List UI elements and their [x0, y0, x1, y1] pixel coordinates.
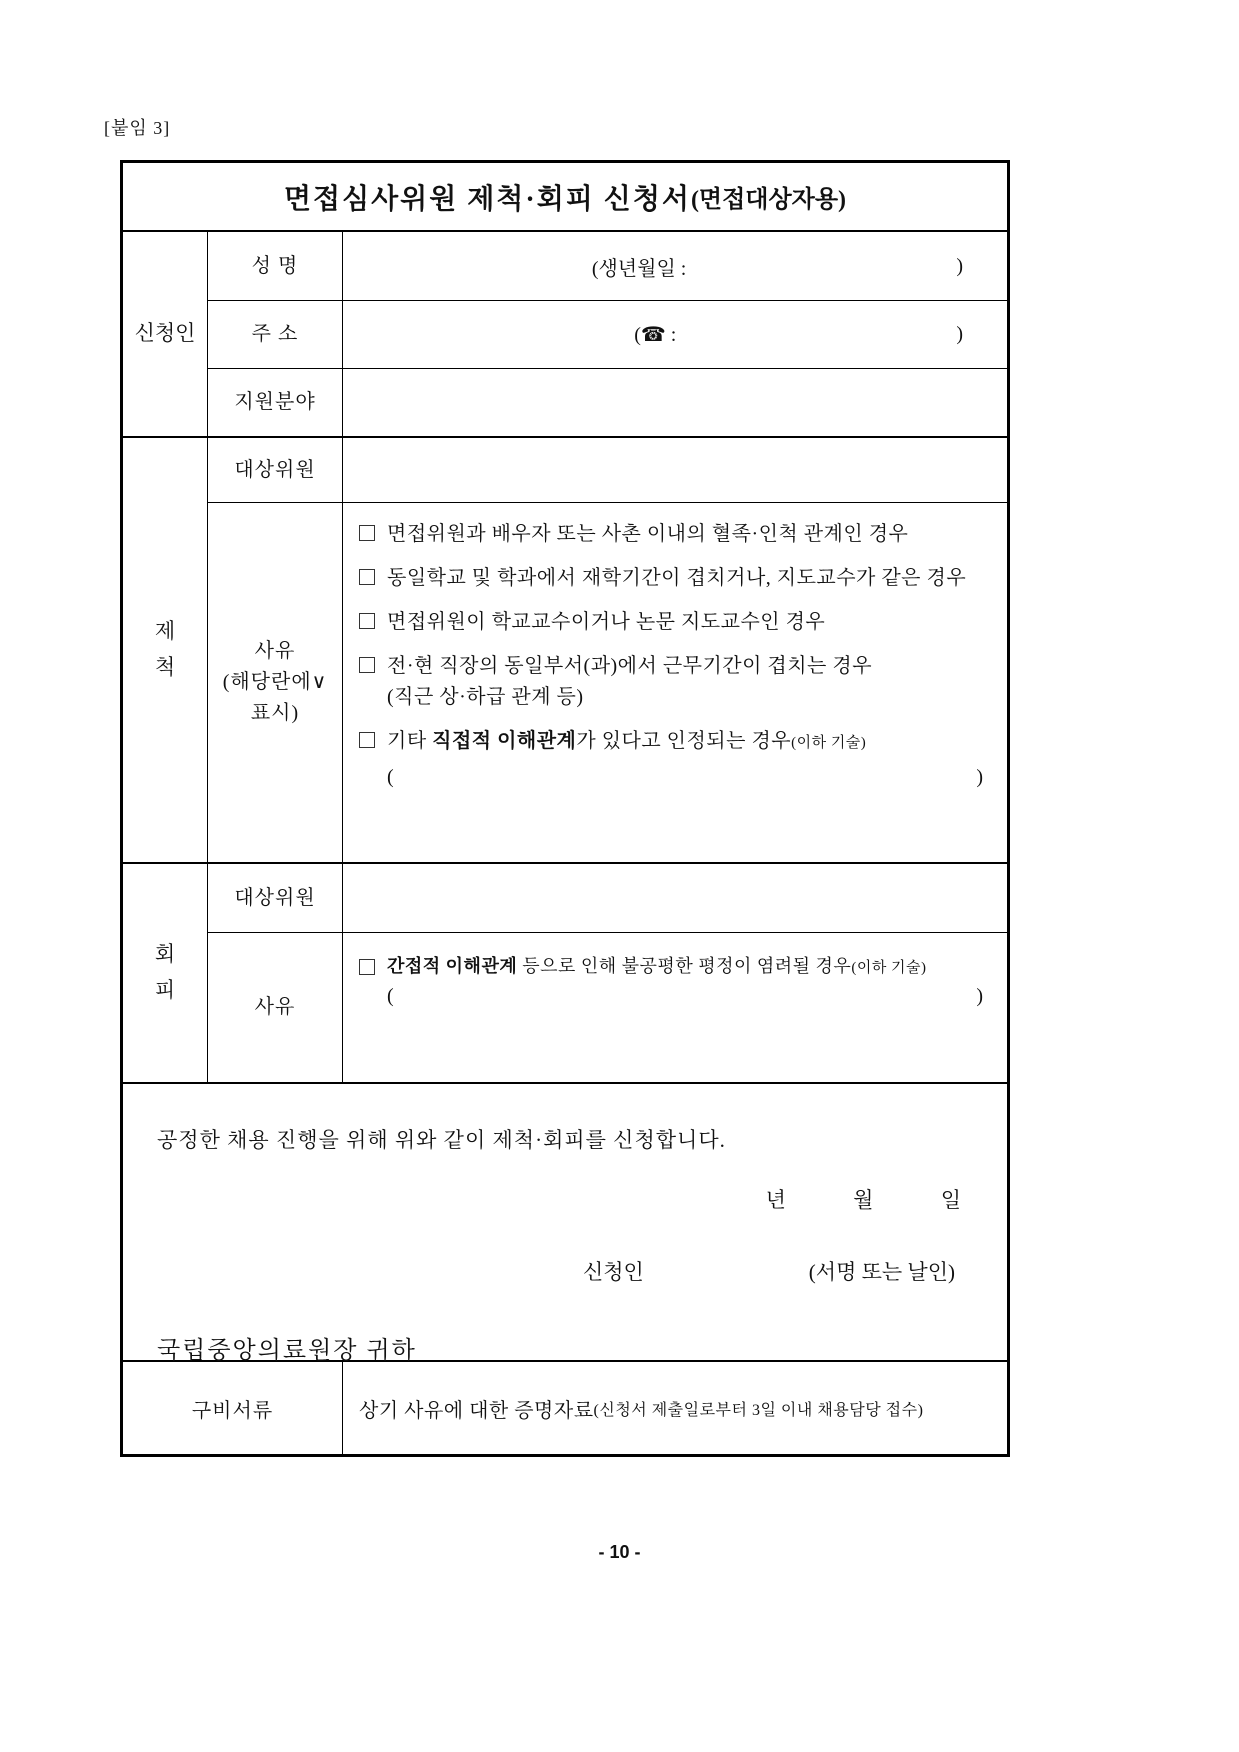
recusal-paren-open: ( — [387, 984, 394, 1007]
required-documents-row — [123, 1360, 1007, 1454]
checkbox-same-school[interactable] — [359, 569, 375, 585]
form-title: 면접심사위원 제척·회피 신청서 — [283, 183, 691, 215]
apply-field-row — [208, 368, 1007, 436]
signer-label: 신청인 — [582, 1260, 644, 1284]
exclusion-reason-line3: 표시) — [250, 702, 300, 724]
address-row — [208, 300, 1007, 368]
exclusion-option-5-bold: 직접적 이해관계 — [432, 730, 577, 752]
phone-hint-close: ) — [956, 323, 963, 345]
applicant-group-label: 신청인 — [123, 232, 208, 436]
exclusion-target-label: 대상위원 — [208, 438, 343, 502]
exclusion-paren-open: ( — [387, 766, 394, 788]
exclusion-option-5-suffix: 가 있다고 인정되는 경우 — [576, 730, 792, 752]
exclusion-option-4 — [359, 651, 995, 713]
recusal-target-label: 대상위원 — [208, 864, 343, 932]
recusal-option-suffix: 등으로 인해 불공평한 평정이 염려될 경우 — [517, 956, 852, 976]
checkbox-same-workplace[interactable] — [359, 657, 375, 673]
exclusion-reason-line1: 사유 — [254, 640, 296, 662]
exclusion-option-4-text — [387, 651, 872, 713]
closing-statement: 공정한 채용 진행을 위해 위와 같이 제척·회피를 신청합니다. — [157, 1128, 726, 1152]
recusal-paren-close: ) — [976, 984, 983, 1007]
date-line — [157, 1184, 979, 1214]
exclusion-option-2-text: 동일학교 및 학과에서 재학기간이 겹치거나, 지도교수가 같은 경우 — [387, 567, 967, 589]
recusal-target-input-area — [343, 864, 1007, 932]
recusal-reason-row — [208, 932, 1007, 1082]
date-day-label: 일 — [940, 1188, 961, 1212]
exclusion-group-label — [123, 438, 208, 862]
recipient-line: 국립중앙의료원장 귀하 — [157, 1338, 417, 1364]
birthdate-hint-close: ) — [956, 254, 963, 277]
exclusion-option-4-line2: (직근 상·하급 관계 등) — [387, 686, 584, 708]
name-input-area — [343, 232, 1007, 300]
exclusion-group-line2: 척 — [154, 655, 176, 679]
exclusion-option-1-text: 면접위원과 배우자 또는 사촌 이내의 혈족·인척 관계인 경우 — [387, 523, 909, 545]
recusal-group-line1: 회 — [154, 942, 176, 967]
exclusion-option-4-line1: 전·현 직장의 동일부서(과)에서 근무기간이 겹치는 경우 — [387, 655, 873, 677]
application-form-table — [120, 160, 1010, 1457]
apply-field-input-area — [343, 369, 1007, 436]
recusal-option-bold: 간접적 이해관계 — [387, 956, 518, 976]
exclusion-option-5-note: (이하 기술) — [791, 735, 867, 751]
exclusion-option-3-text: 면접위원이 학교교수이거나 논문 지도교수인 경우 — [387, 611, 826, 633]
name-row — [208, 232, 1007, 300]
checkbox-professor[interactable] — [359, 613, 375, 629]
required-documents-note: (신청서 제출일로부터 3일 이내 채용담당 접수) — [593, 1401, 924, 1419]
address-label: 주 소 — [208, 301, 343, 368]
birthdate-hint-open: (생년월일 : — [591, 257, 687, 280]
exclusion-option-5 — [359, 726, 995, 757]
exclusion-option-2 — [359, 563, 995, 594]
exclusion-option-5-prefix: 기타 — [387, 730, 433, 752]
recusal-reason-options — [343, 933, 1007, 1082]
recusal-fill-in-line — [359, 985, 995, 1008]
exclusion-group-line1: 제 — [154, 619, 176, 644]
recusal-option-1-text — [387, 953, 927, 981]
date-month-label: 월 — [853, 1188, 874, 1212]
exclusion-option-5-text — [387, 726, 866, 757]
checkbox-relative-relation[interactable] — [359, 525, 375, 541]
exclusion-reason-row — [208, 502, 1007, 862]
exclusion-reason-label — [208, 503, 343, 862]
exclusion-reason-line2: (해당란에∨ — [222, 671, 328, 693]
exclusion-target-input-area — [343, 438, 1007, 502]
required-documents-text: 상기 사유에 대한 증명자료 — [359, 1399, 594, 1422]
closing-section — [123, 1082, 1007, 1364]
recusal-target-row — [208, 864, 1007, 932]
phone-hint-open: (☎ : — [634, 324, 677, 346]
recusal-option-1 — [359, 953, 927, 981]
required-documents-label: 구비서류 — [123, 1362, 343, 1454]
date-year-label: 년 — [765, 1188, 786, 1212]
exclusion-option-3 — [359, 607, 995, 638]
exclusion-fill-in-line — [359, 766, 995, 789]
address-input-area — [343, 301, 1007, 368]
recusal-group-line2: 피 — [154, 978, 176, 1002]
exclusion-option-1 — [359, 519, 995, 550]
exclusion-target-row — [208, 438, 1007, 502]
recusal-group-label — [123, 864, 208, 1082]
exclusion-paren-close: ) — [976, 766, 983, 788]
exclusion-reason-options — [343, 503, 1007, 862]
page-number: - 10 - — [598, 1542, 641, 1562]
recusal-option-note: (이하 기술) — [851, 960, 927, 976]
signature-note: (서명 또는 날인) — [808, 1260, 955, 1284]
checkbox-direct-interest[interactable] — [359, 732, 375, 748]
recusal-reason-label: 사유 — [208, 933, 343, 1082]
form-title-row — [123, 163, 1007, 232]
exclusion-section — [123, 436, 1007, 862]
attachment-label: [붙임 3] — [104, 118, 171, 138]
apply-field-label: 지원분야 — [208, 369, 343, 436]
required-documents-value — [343, 1362, 1007, 1454]
signer-line — [157, 1256, 979, 1286]
applicant-section — [123, 232, 1007, 436]
name-label: 성 명 — [208, 232, 343, 300]
checkbox-indirect-interest[interactable] — [359, 959, 375, 975]
form-title-suffix: (면접대상자용) — [690, 187, 847, 213]
recusal-section — [123, 862, 1007, 1082]
